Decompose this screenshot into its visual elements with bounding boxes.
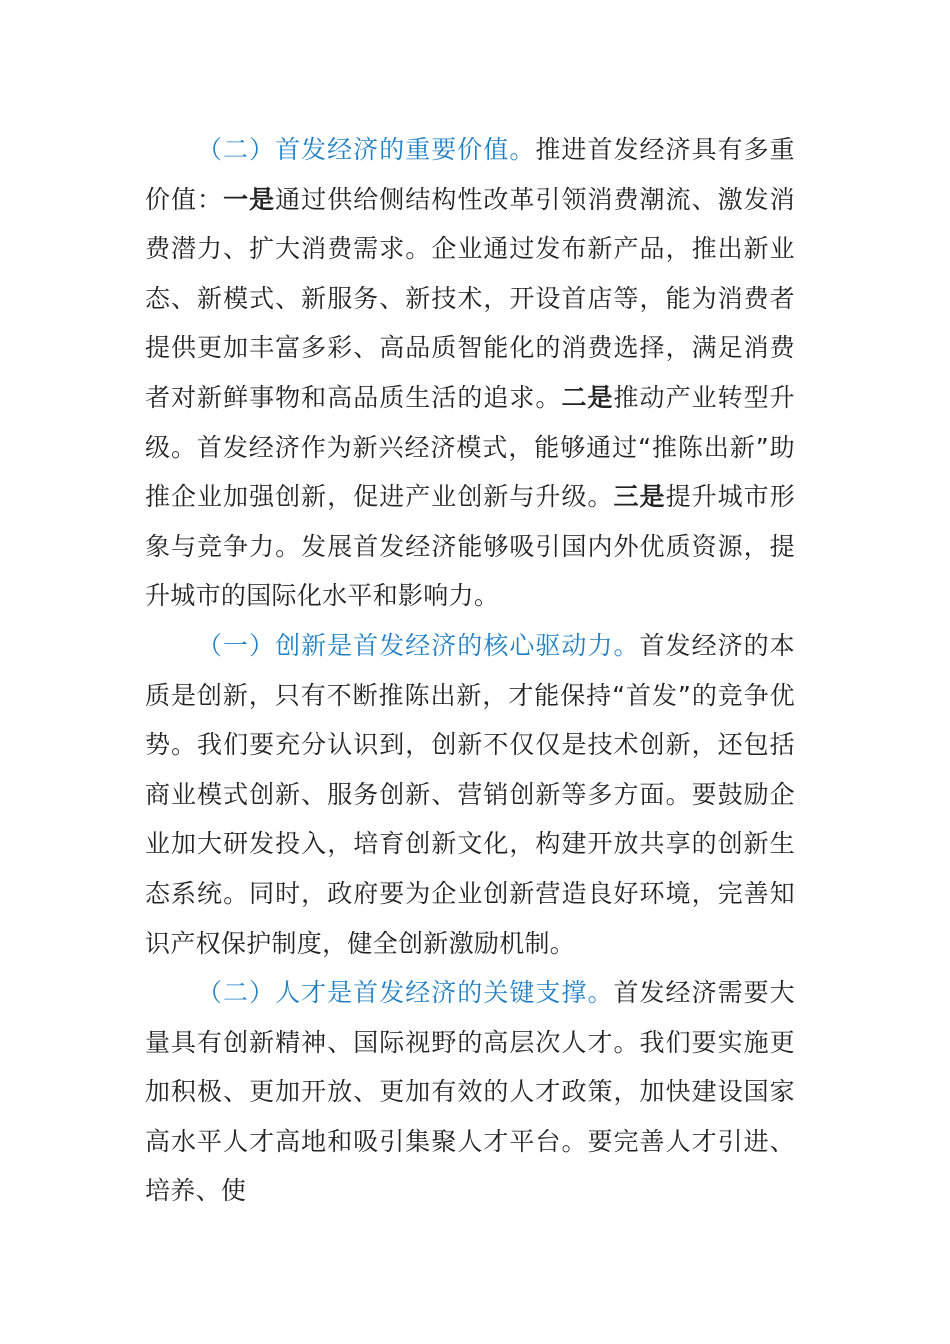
point-text-2: 推动产业转型升级。首发经济作为新兴经济模式，能够通过“推陈出新”助推企业加强创新，促进产业创新与升级。 bbox=[145, 382, 795, 512]
paragraph-text-innovation: 首发经济的本质是创新，只有不断推陈出新，才能保持“首发”的竞争优势。我们要充分认识到，创新不仅仅是技术创新，还包括商业模式创新、服务创新、营销创新等多方面。要鼓励企业加大研发投入，培育创新文化，构建开放共享的创新生态系统。同时，政府要为企业创新营造良好环境，完善知识产权保护制度，健全创新激励机制。 bbox=[145, 630, 795, 958]
point-label-1: 一是 bbox=[223, 184, 276, 214]
point-label-3: 三是 bbox=[613, 482, 666, 512]
paragraph-talent bbox=[145, 968, 795, 1216]
subheading-value: （二）首发经济的重要价值。 bbox=[197, 135, 536, 164]
point-label-2: 二是 bbox=[561, 382, 614, 412]
subheading-innovation: （一）创新是首发经济的核心驱动力。 bbox=[197, 630, 640, 660]
paragraph-innovation bbox=[145, 621, 795, 968]
point-text-1: 通过供给侧结构性改革引领消费潮流、激发消费潜力、扩大消费需求。企业通过发布新产品，推出新业态、新模式、新服务、新技术，开设首店等，能为消费者提供更加丰富多彩、高品质智能化的消费选择，满足消费者对新鲜事物和高品质生活的追求。 bbox=[145, 184, 795, 412]
document-page bbox=[145, 125, 795, 1216]
paragraph-intro: 推进首发经济具有多重价值： bbox=[145, 135, 795, 214]
point-text-3: 提升城市形象与竞争力。发展首发经济能够吸引国内外优质资源，提升城市的国际化水平和影响力。 bbox=[145, 482, 795, 611]
paragraph-text-talent: 首发经济需要大量具有创新精神、国际视野的高层次人才。我们要实施更加积极、更加开放、更加有效的人才政策，加快建设国家高水平人才高地和吸引集聚人才平台。要完善人才引进、培养、使 bbox=[145, 978, 795, 1206]
paragraph-value-of-first-launch-economy bbox=[145, 125, 795, 621]
subheading-talent: （二）人才是首发经济的关键支撑。 bbox=[197, 978, 614, 1008]
